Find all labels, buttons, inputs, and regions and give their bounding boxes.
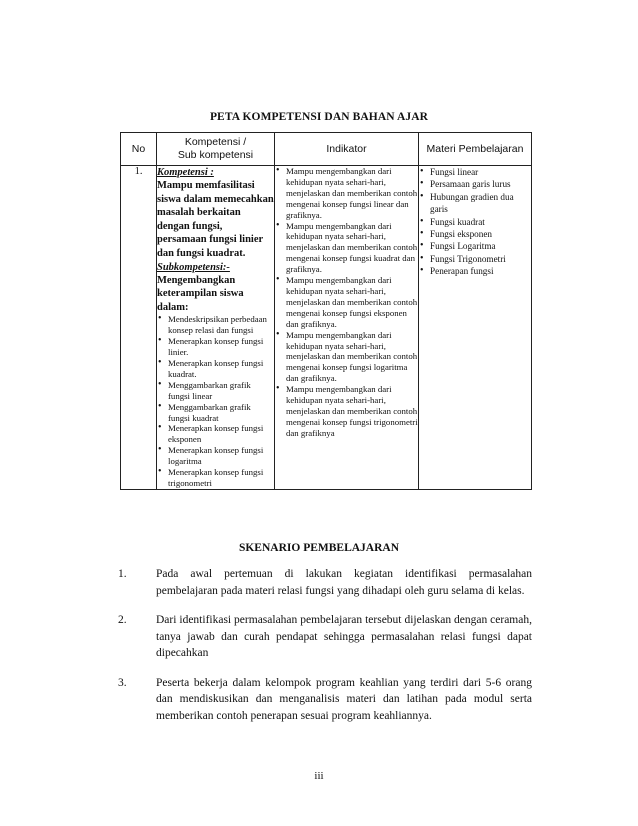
- kompetensi-cell: [157, 166, 275, 490]
- table-row: [121, 166, 532, 490]
- list-item: • Menerapkan konsep fungsi linier.: [157, 336, 274, 358]
- indikator-list: [275, 166, 418, 439]
- list-item-text: Peserta bekerja dalam kelompok program keahlian yang terdiri dari 5-6 orang dan mendiskusikan dan menganalisis materi dan latihan pada modul serta memberikan contoh penerapan sesuai program keahliannya.: [156, 676, 532, 722]
- indikator-cell: [275, 166, 419, 490]
- list-item: • Persamaan garis lurus: [419, 178, 531, 190]
- list-item: • Fungsi Logaritma: [419, 240, 531, 252]
- list-item: • Hubungan gradien dua garis: [419, 191, 531, 216]
- list-item-number: 2.: [118, 614, 127, 626]
- materi-list: [419, 166, 531, 278]
- list-item: • Fungsi linear: [419, 166, 531, 178]
- header-indikator: Indikator: [275, 133, 419, 166]
- list-item-text: Dari identifikasi permasalahan pembelajaran tersebut dijelaskan dengan ceramah, tanya jawab dan curah pendapat sehingga permasalahan relasi fungsi dapat dipecahkan: [156, 614, 532, 659]
- list-item: • Fungsi kuadrat: [419, 216, 531, 228]
- materi-cell: [419, 166, 532, 490]
- row-number: 1.: [121, 166, 157, 490]
- list-item: • Menerapkan konsep fungsi kuadrat.: [157, 358, 274, 380]
- list-item: • Mampu mengembangkan dari kehidupan nyata sehari-hari, menjelaskan dan memberikan contoh mengenai konsep fungsi kuadrat dan grafiknya.: [275, 221, 418, 276]
- list-item: • Mampu mengembangkan dari kehidupan nyata sehari-hari, menjelaskan dan memberikan contoh mengenai konsep fungsi eksponen dan grafiknya.: [275, 275, 418, 330]
- subkompetensi-text: Mengembangkan keterampilan siswa dalam:: [157, 274, 244, 313]
- header-kompetensi: [157, 133, 275, 166]
- subkompetensi-list: [157, 314, 274, 489]
- list-item: [118, 675, 532, 725]
- kompetensi-heading: Kompetensi :: [157, 167, 214, 178]
- list-item: • Menerapkan konsep fungsi logaritma: [157, 445, 274, 467]
- list-item: • Menerapkan konsep fungsi eksponen: [157, 423, 274, 445]
- table-header-row: [121, 133, 532, 166]
- subkompetensi-heading: Subkompetensi:-: [157, 261, 230, 273]
- header-no: No: [121, 133, 157, 166]
- list-item-number: 3.: [118, 676, 127, 689]
- competency-table: [120, 132, 532, 490]
- list-item-number: 1.: [118, 568, 127, 580]
- list-item: • Mendeskripsikan perbedaan konsep relasi dan fungsi: [157, 314, 274, 336]
- header-materi: Materi Pembelajaran: [419, 133, 532, 166]
- list-item: [118, 566, 532, 599]
- list-item: • Mampu mengembangkan dari kehidupan nyata sehari-hari, menjelaskan dan memberikan contoh mengenai konsep fungsi trigonometri dan grafiknya: [275, 384, 418, 439]
- list-item: • Menggambarkan grafik fungsi linear: [157, 380, 274, 402]
- list-item: [118, 612, 532, 662]
- list-item: • Menggambarkan grafik fungsi kuadrat: [157, 402, 274, 424]
- list-item: • Menerapkan konsep fungsi trigonometri: [157, 467, 274, 489]
- page-title: PETA KOMPETENSI DAN BAHAN AJAR: [209, 111, 429, 123]
- section-title: SKENARIO PEMBELAJARAN: [238, 542, 400, 554]
- list-item-text: Pada awal pertemuan di lakukan kegiatan identifikasi permasalahan pembelajaran pada materi relasi fungsi yang dihadapi oleh guru selama di kelas.: [156, 568, 532, 597]
- list-item: • Fungsi eksponen: [419, 228, 531, 240]
- list-item: • Mampu mengembangkan dari kehidupan nyata sehari-hari, menjelaskan dan memberikan contoh mengenai konsep fungsi logaritma dan grafiknya.: [275, 330, 418, 385]
- list-item: • Mampu mengembangkan dari kehidupan nyata sehari-hari, menjelaskan dan memberikan contoh mengenai konsep fungsi linear dan grafiknya.: [275, 166, 418, 221]
- kompetensi-text: Mampu memfasilitasi siswa dalam memecahkan masalah berkaitan dengan fungsi, persamaan fungsi linier dan fungsi kuadrat.: [157, 180, 274, 259]
- header-kompetensi-line1: Kompetensi /: [184, 136, 247, 148]
- list-item: • Fungsi Trigonometri: [419, 253, 531, 265]
- list-item: • Penerapan fungsi: [419, 265, 531, 277]
- header-kompetensi-line2: Sub kompetensi: [177, 149, 254, 161]
- page-number: iii: [314, 770, 324, 782]
- scenario-list: [118, 566, 532, 737]
